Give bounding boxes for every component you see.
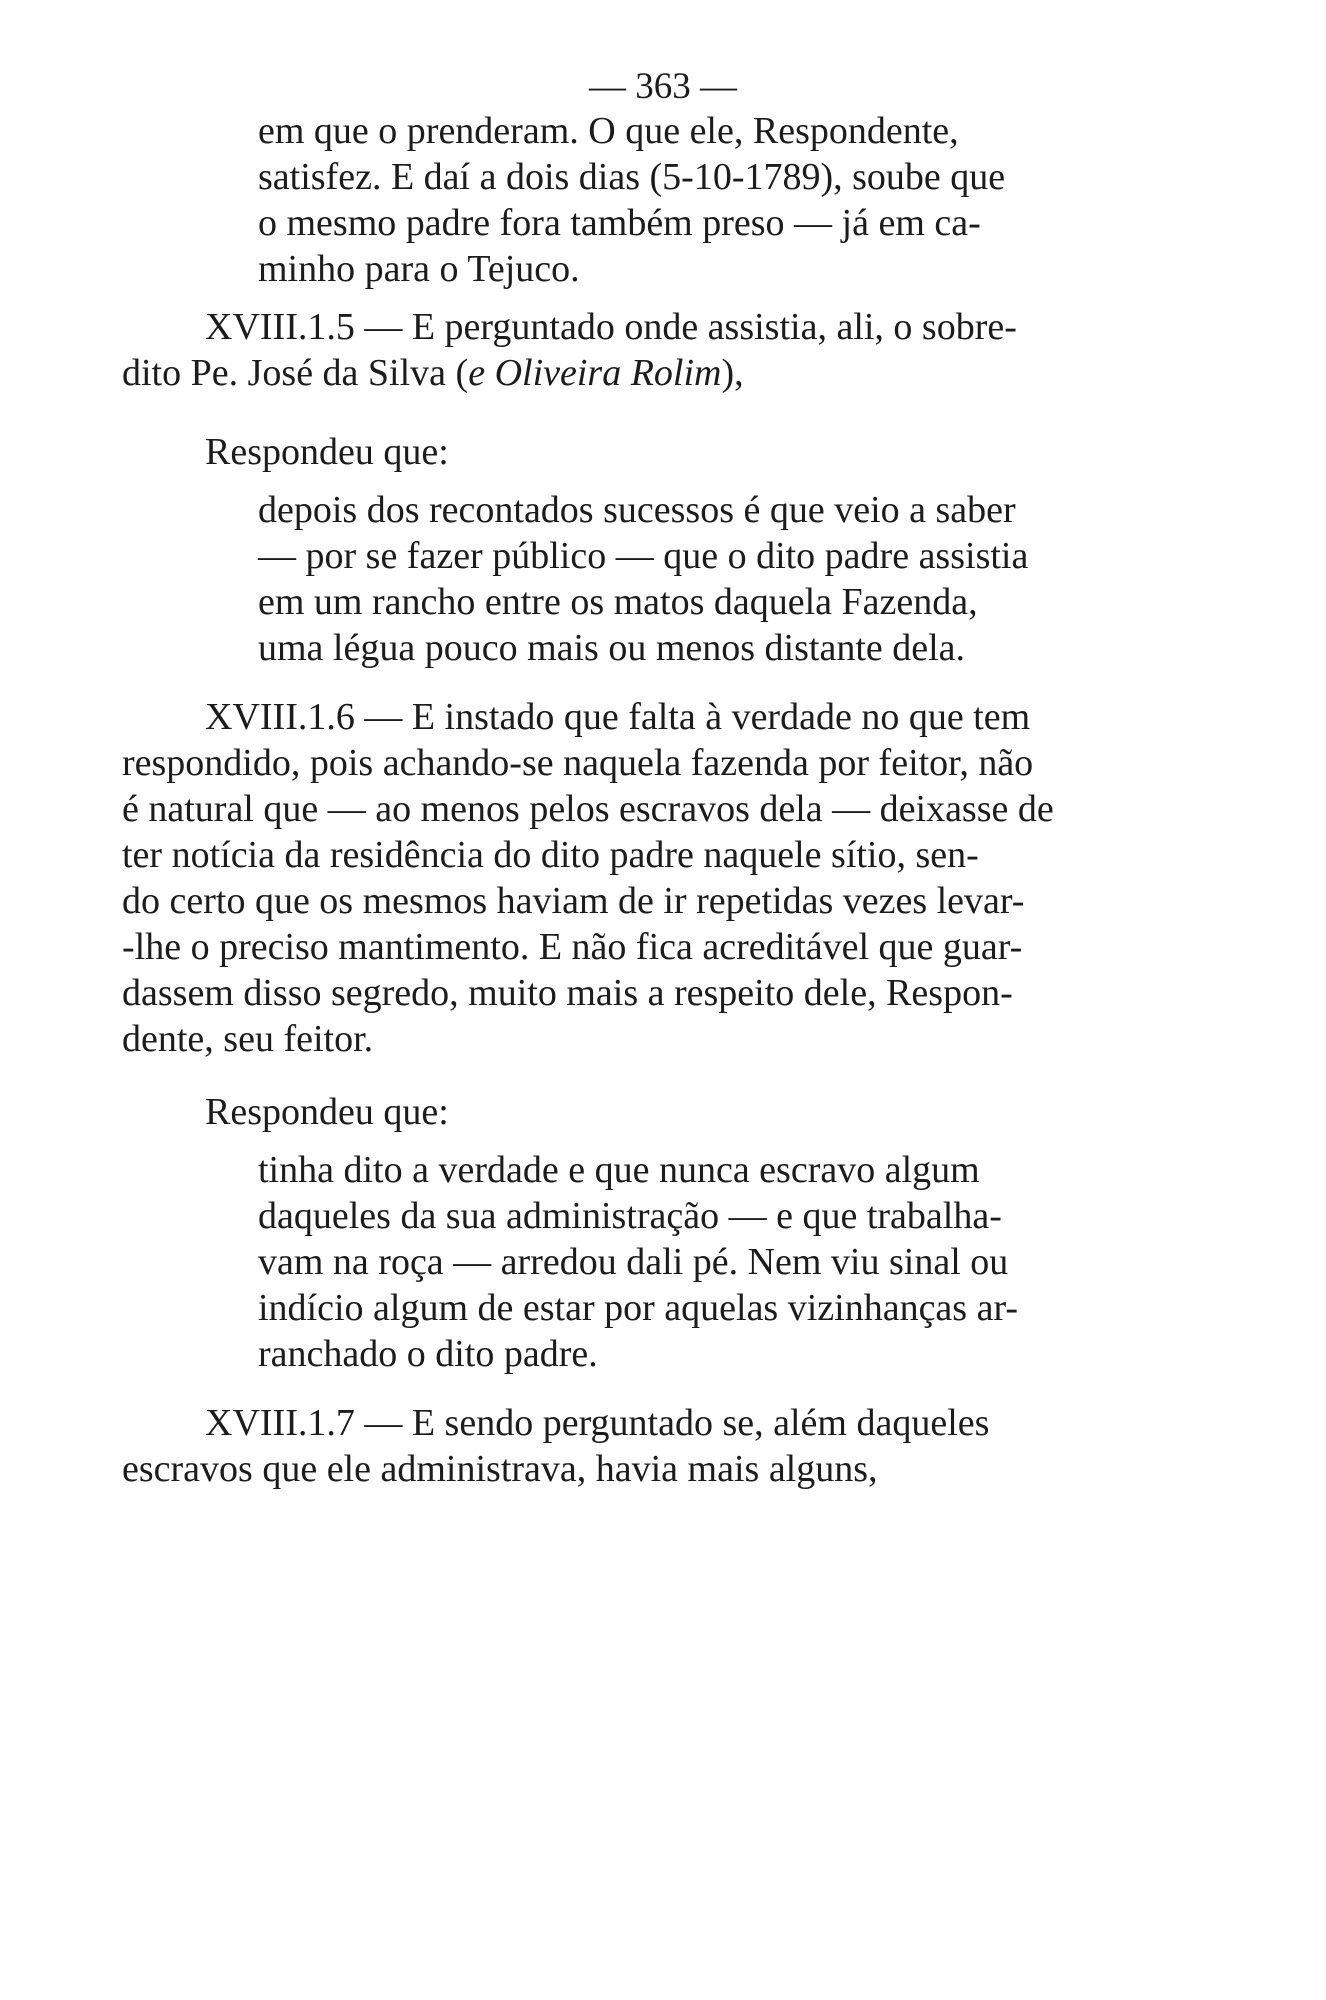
question-line: respondido, pois achando-se naquela fazenda por feitor, não [122,742,1034,784]
question-line: -lhe o preciso mantimento. E não fica acreditável que guar- [122,926,1023,968]
answer-line: vam na roça — arredou dali pé. Nem viu sinal ou [258,1241,1009,1283]
question-line: do certo que os mesmos haviam de ir repetidas vezes levar- [122,880,1025,922]
page-number: — 363 — [589,66,737,107]
question-line: ter notícia da residência do dito padre naquele sítio, sen- [122,834,979,876]
question-line: dente, seu feitor. [122,1018,374,1060]
answer-line: tinha dito a verdade e que nunca escravo algum [258,1149,980,1191]
question-line: XVIII.1.7 — E sendo perguntado se, além daqueles [205,1402,990,1444]
question-line: XVIII.1.5 — E perguntado onde assistia, ali, o sobre- [205,306,1017,348]
answer-label: Respondeu que: [205,1091,449,1133]
answer-line: ranchado o dito padre. [258,1333,598,1375]
body-line: o mesmo padre fora também preso — já em ca- [258,202,981,244]
body-line: minho para o Tejuco. [258,248,580,290]
body-line: satisfez. E daí a dois dias (5-10-1789), soube que [258,156,1006,198]
answer-line: uma légua pouco mais ou menos distante dela. [258,627,966,669]
answer-line: depois dos recontados sucessos é que veio a saber [258,489,1016,531]
answer-line: em um rancho entre os matos daquela Fazenda, [258,581,978,623]
answer-line: — por se fazer público — que o dito padre assistia [258,535,1029,577]
italic-name: e Oliveira Rolim [468,352,722,394]
body-line: em que o prenderam. O que ele, Respondente, [258,110,959,152]
question-line: dito Pe. José da Silva (e Oliveira Rolim), [122,352,744,394]
question-line: é natural que — ao menos pelos escravos dela — deixasse de [122,788,1054,830]
answer-line: indício algum de estar por aquelas vizinhanças ar- [258,1287,1018,1329]
question-line: XVIII.1.6 — E instado que falta à verdade no que tem [205,696,1031,738]
answer-label: Respondeu que: [205,431,449,473]
answer-line: daqueles da sua administração — e que trabalha- [258,1195,1002,1237]
question-line: dassem disso segredo, muito mais a respeito dele, Respon- [122,972,1013,1014]
question-line: escravos que ele administrava, havia mais alguns, [122,1448,878,1490]
